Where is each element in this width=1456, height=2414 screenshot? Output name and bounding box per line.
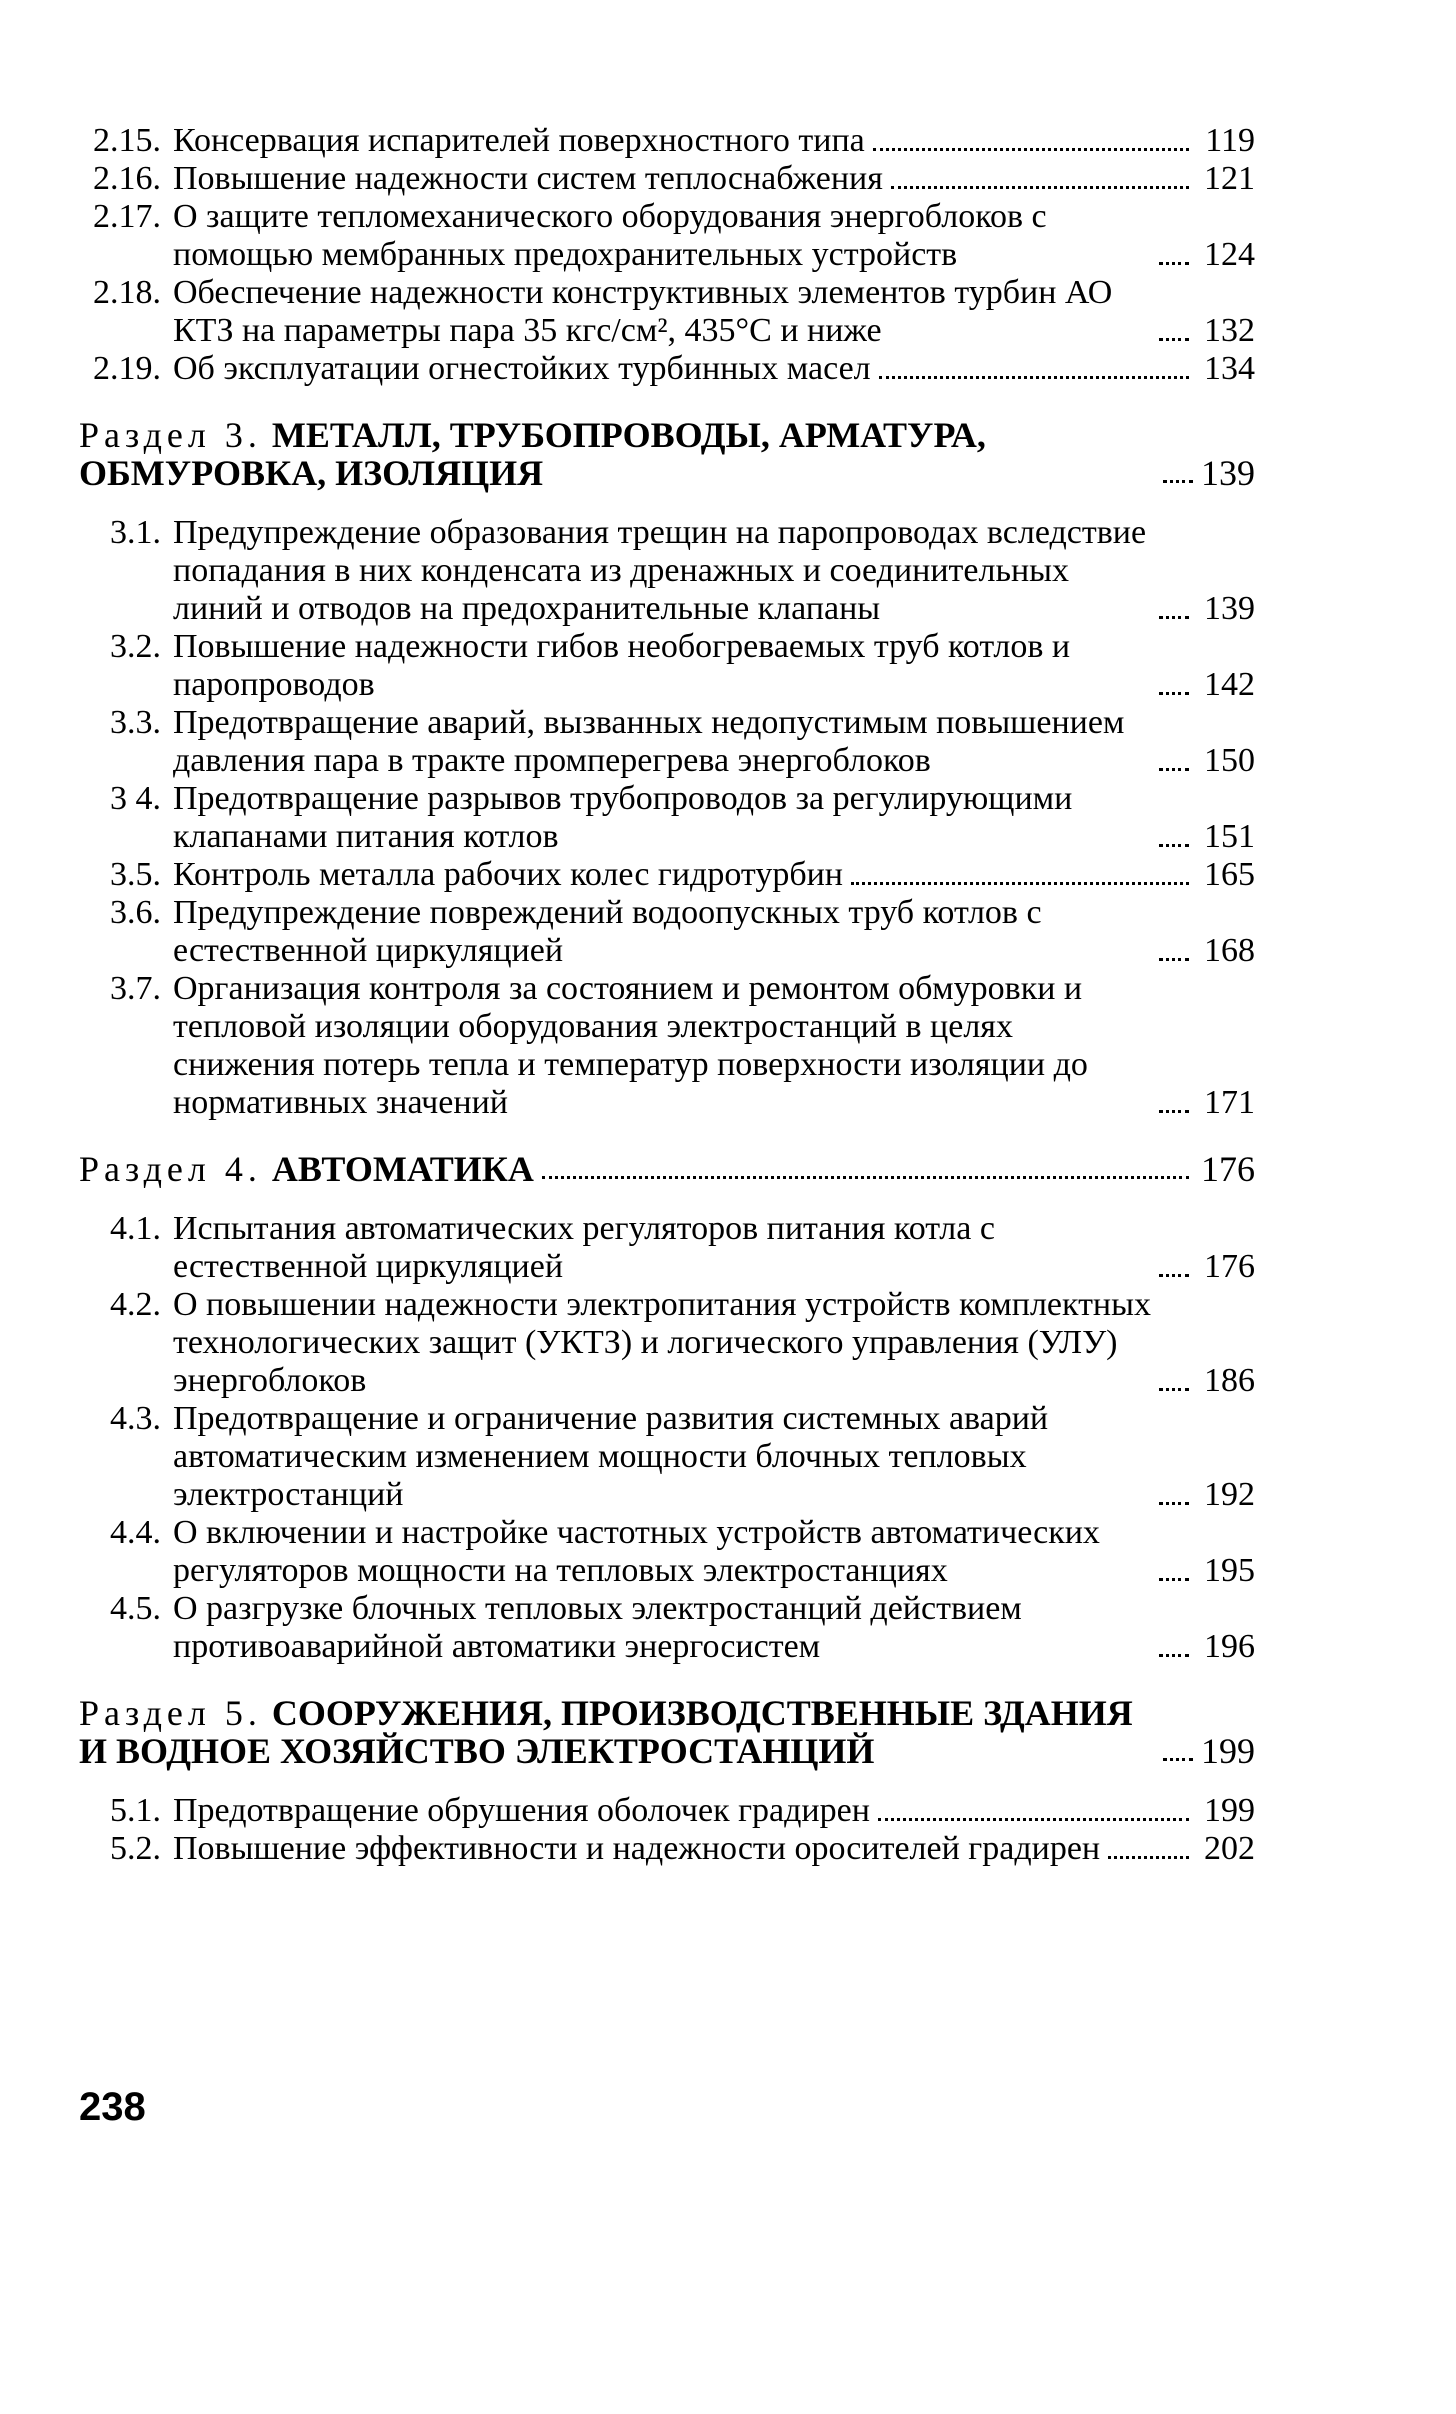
entry-number: 2.19. [93,350,161,387]
section-heading-5 [79,1694,1255,1770]
entry-number: 4.2. [110,1286,161,1323]
section-page: 176 [1201,1149,1255,1189]
entry-title: О разгрузке блочных тепловых электростанций действием противоаварийной автоматики энергосистем [173,1590,1022,1665]
toc-entry [79,350,1255,388]
section-label: Раздел 5. [79,1693,262,1733]
entry-title: Организация контроля за состоянием и ремонтом обмуровки и тепловой изоляции оборудования электростанций в целях снижения потерь тепла и температур поверхности изоляции до нормативных значений [173,970,1088,1121]
toc-entry [79,780,1255,856]
toc-entry [79,1590,1255,1666]
toc-entry [79,160,1255,198]
page-number: 238 [79,2085,146,2129]
dot-leader [891,186,1189,189]
entry-title: Предотвращение аварий, вызванных недопустимым повышением давления пара в тракте промперегрева энергоблоков [173,704,1125,779]
toc-entry [79,704,1255,780]
dot-leader [1163,480,1193,483]
dot-leader [1159,338,1189,341]
toc-entry [79,628,1255,704]
entry-title: Повышение надежности гибов необогреваемых труб котлов и паропроводов [173,628,1071,703]
section-title: МЕТАЛЛ, ТРУБОПРОВОДЫ, АРМАТУРА, ОБМУРОВКА, ИЗОЛЯЦИЯ [79,415,986,493]
toc-entry [79,1792,1255,1830]
dot-leader [1159,1578,1189,1581]
toc-entry [79,1830,1255,1868]
toc-group-4 [79,1210,1255,1666]
entry-page: 119 [1205,122,1255,159]
toc-group-2 [79,122,1255,388]
entry-title: Контроль металла рабочих колес гидротурбин [173,856,844,893]
toc-entry [79,1286,1255,1400]
entry-number: 3.7. [110,970,161,1007]
toc-entry [79,274,1255,350]
entry-number: 2.16. [93,160,161,197]
entry-number: 3.3. [110,704,161,741]
entry-page: 196 [1204,1628,1255,1665]
entry-title: Испытания автоматических регуляторов питания котла с естественной циркуляцией [173,1210,995,1285]
entry-number: 5.1. [110,1792,161,1829]
entry-number: 3.2. [110,628,161,665]
entry-number: 3.1. [110,514,161,551]
entry-number: 4.5. [110,1590,161,1627]
dot-leader [1108,1856,1189,1859]
entry-title: Предотвращение обрушения оболочек градирен [173,1792,870,1829]
section-title: АВТОМАТИКА [271,1149,534,1189]
dot-leader [1159,616,1189,619]
section-page: 139 [1201,453,1255,493]
toc-entry [79,856,1255,894]
dot-leader [1163,1758,1193,1761]
entry-number: 5.2. [110,1830,161,1867]
toc-group-5 [79,1792,1255,1868]
entry-title: Повышение эффективности и надежности оросителей градирен [173,1830,1101,1867]
entry-page: 142 [1204,666,1255,703]
section-title: СООРУЖЕНИЯ, ПРОИЗВОДСТВЕННЫЕ ЗДАНИЯ И ВОДНОЕ ХОЗЯЙСТВО ЭЛЕКТРОСТАНЦИЙ [79,1693,1133,1771]
entry-title: О повышении надежности электропитания устройств комплектных технологических защит (УКТЗ) и логического управления (УЛУ) энергоблоков [173,1286,1151,1399]
entry-number: 2.18. [93,274,161,311]
toc-entry [79,198,1255,274]
entry-page: 150 [1204,742,1255,779]
entry-title: Повышение надежности систем теплоснабжения [173,160,883,197]
entry-title: Предотвращение и ограничение развития системных аварий автоматическим изменением мощности блочных тепловых электростанций [173,1400,1049,1513]
section-heading-3 [79,416,1255,492]
entry-title: Предупреждение образования трещин на паропроводах вследствие попадания в них конденсата из дренажных и соединительных линий и отводов на предохранительные клапаны [173,514,1147,627]
entry-page: 192 [1204,1476,1255,1513]
dot-leader [1159,1388,1189,1391]
table-of-contents [79,122,1255,1868]
entry-number: 2.15. [93,122,161,159]
entry-title: О включении и настройке частотных устройств автоматических регуляторов мощности на тепловых электростанциях [173,1514,1100,1589]
entry-page: 124 [1204,236,1255,273]
entry-title: Об эксплуатации огнестойких турбинных масел [173,350,871,387]
entry-page: 202 [1204,1830,1255,1867]
section-label: Раздел 3. [79,415,262,455]
dot-leader [879,376,1189,379]
entry-page: 195 [1204,1552,1255,1589]
dot-leader [1159,262,1189,265]
dot-leader [1159,844,1189,847]
toc-entry [79,970,1255,1122]
entry-page: 151 [1204,818,1255,855]
section-label: Раздел 4. [79,1149,262,1189]
dot-leader [542,1176,1189,1179]
toc-entry [79,514,1255,628]
section-heading-4 [79,1150,1255,1188]
entry-number: 3 4. [110,780,161,817]
entry-number: 4.3. [110,1400,161,1437]
entry-page: 132 [1204,312,1255,349]
entry-number: 4.1. [110,1210,161,1247]
dot-leader [878,1818,1189,1821]
toc-entry [79,1400,1255,1514]
entry-title: О защите тепломеханического оборудования энергоблоков с помощью мембранных предохранительных устройств [173,198,1047,273]
entry-page: 168 [1204,932,1255,969]
toc-entry [79,122,1255,160]
toc-group-3 [79,514,1255,1122]
dot-leader [1159,1502,1189,1505]
entry-page: 186 [1204,1362,1255,1399]
dot-leader [1159,1654,1189,1657]
dot-leader [1159,692,1189,695]
entry-number: 4.4. [110,1514,161,1551]
entry-number: 2.17. [93,198,161,235]
entry-title: Предупреждение повреждений водоопускных труб котлов с естественной циркуляцией [173,894,1042,969]
section-page: 199 [1201,1731,1255,1771]
entry-page: 121 [1204,160,1255,197]
toc-entry [79,894,1255,970]
dot-leader [873,148,1189,151]
dot-leader [1159,1274,1189,1277]
entry-page: 171 [1204,1084,1255,1121]
dot-leader [1159,1110,1189,1113]
entry-title: Обеспечение надежности конструктивных элементов турбин АО КТЗ на параметры пара 35 кгс/см², 435°С и ниже [173,274,1113,349]
entry-page: 134 [1204,350,1255,387]
dot-leader [1159,768,1189,771]
entry-number: 3.6. [110,894,161,931]
entry-title: Консервация испарителей поверхностного типа [173,122,865,159]
entry-page: 165 [1204,856,1255,893]
entry-page: 139 [1204,590,1255,627]
entry-page: 176 [1204,1248,1255,1285]
entry-number: 3.5. [110,856,161,893]
dot-leader [851,882,1189,885]
dot-leader [1159,958,1189,961]
entry-title: Предотвращение разрывов трубопроводов за регулирующими клапанами питания котлов [173,780,1073,855]
toc-entry [79,1514,1255,1590]
toc-entry [79,1210,1255,1286]
entry-page: 199 [1204,1792,1255,1829]
